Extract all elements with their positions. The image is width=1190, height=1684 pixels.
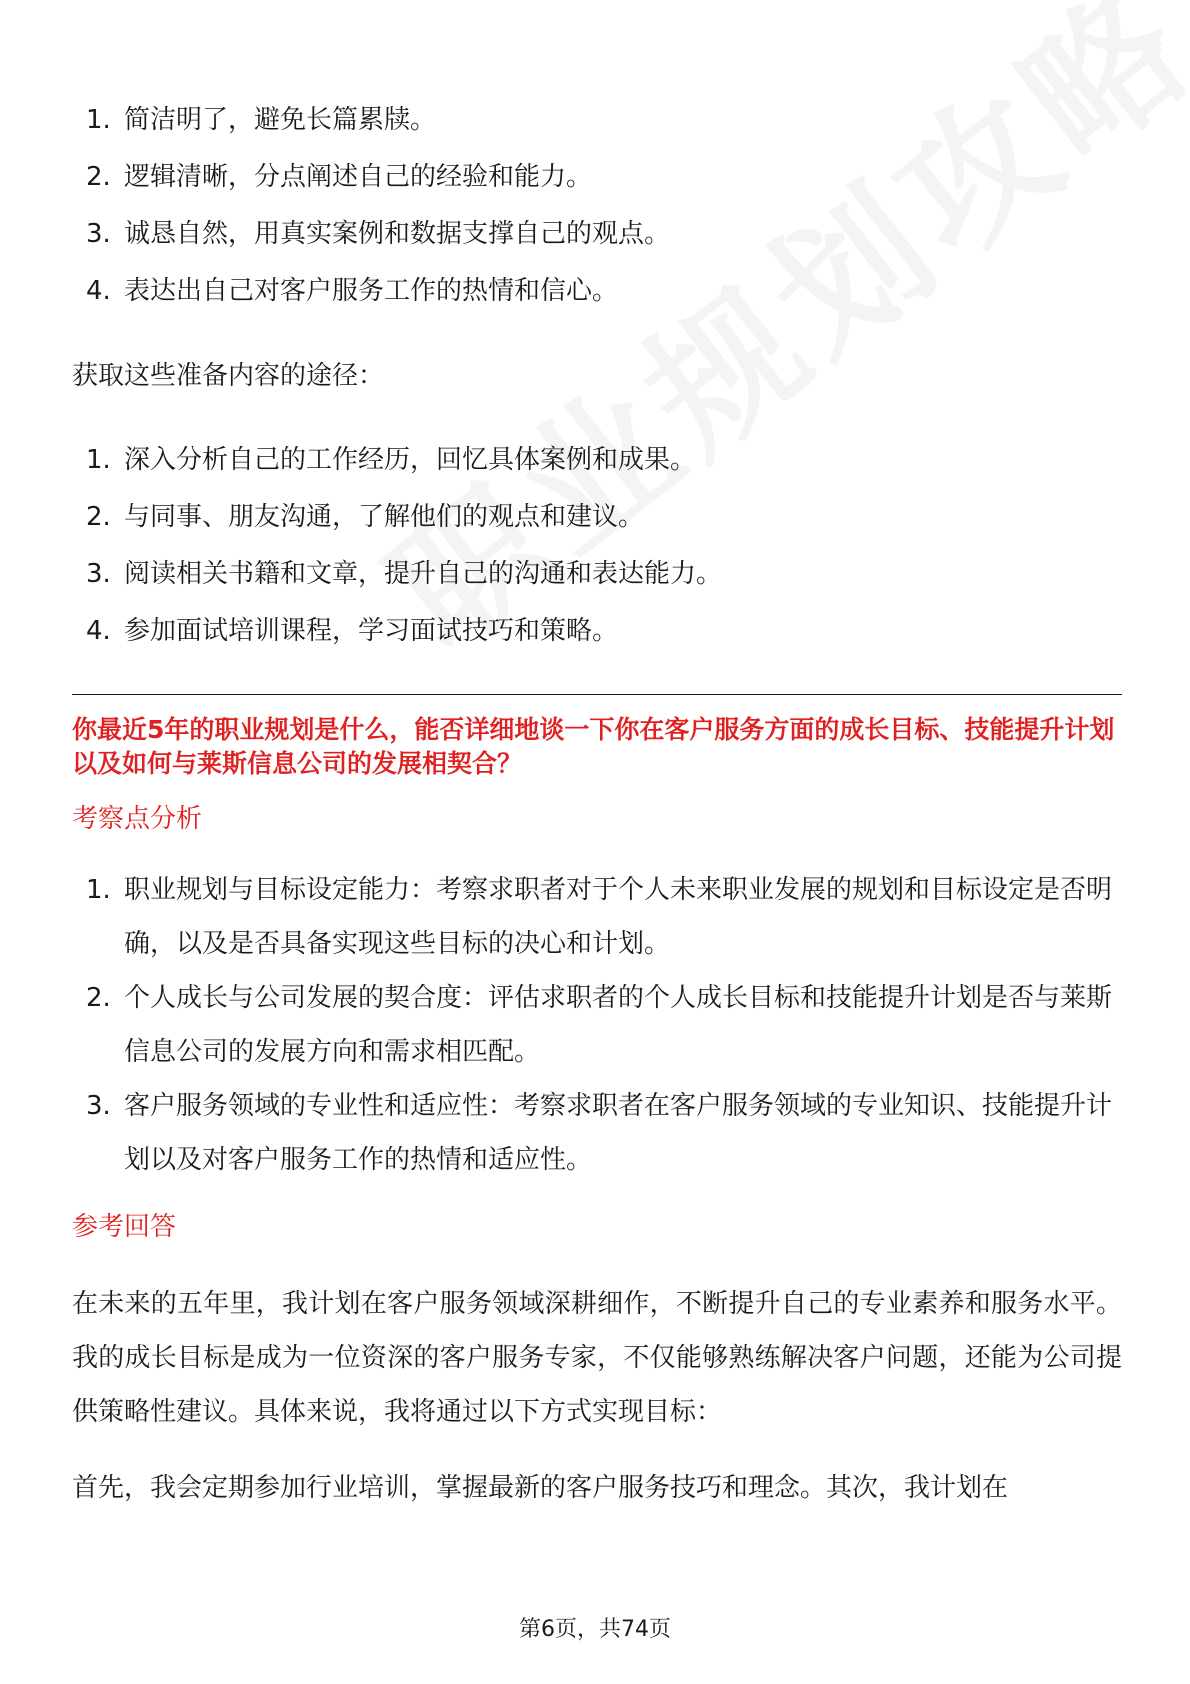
list-item-text: 职业规划与目标设定能力：考察求职者对于个人未来职业发展的规划和目标设定是否明确，以及是否具备实现这些目标的决心和计划。 — [124, 875, 1113, 959]
list-item — [72, 971, 1122, 1079]
list-item-text: 简洁明了，避免长篇累牍。 — [124, 105, 437, 135]
list-item-text: 诚恳自然，用真实案例和数据支撑自己的观点。 — [124, 219, 671, 249]
list-item — [72, 1079, 1122, 1187]
list-item-text: 逻辑清晰，分点阐述自己的经验和能力。 — [124, 162, 593, 192]
preparation-sources-list — [72, 432, 1122, 660]
list-item — [72, 863, 1122, 971]
section-label: 获取这些准备内容的途径： — [72, 361, 385, 391]
section-divider — [72, 694, 1122, 695]
list-number: 3. — [86, 219, 111, 249]
list-number: 1. — [86, 105, 111, 135]
list-item — [72, 432, 1122, 489]
list-number: 3. — [86, 1091, 111, 1121]
list-item-text: 客户服务领域的专业性和适应性：考察求职者在客户服务领域的专业知识、技能提升计划以及对客户服务工作的热情和适应性。 — [124, 1091, 1113, 1175]
list-number: 2. — [86, 162, 111, 192]
analysis-heading: 考察点分析 — [72, 804, 203, 834]
page-content — [72, 92, 1122, 1515]
list-item — [72, 263, 1122, 320]
analysis-list — [72, 863, 1122, 1187]
writing-tips-list — [72, 92, 1122, 320]
list-number: 2. — [86, 983, 111, 1013]
list-item — [72, 546, 1122, 603]
list-number: 1. — [86, 875, 111, 905]
interview-question: 你最近5年的职业规划是什么，能否详细地谈一下你在客户服务方面的成长目标、技能提升计划以及如何与莱斯信息公司的发展相契合？ — [72, 715, 1115, 778]
answer-paragraph: 在未来的五年里，我计划在客户服务领域深耕细作，不断提升自己的专业素养和服务水平。我的成长目标是成为一位资深的客户服务专家，不仅能够熟练解决客户问题，还能为公司提供策略性建议。具体来说，我将通过以下方式实现目标： — [72, 1289, 1122, 1427]
list-item-text: 深入分析自己的工作经历，回忆具体案例和成果。 — [124, 445, 697, 475]
list-number: 4. — [86, 616, 111, 646]
answer-heading: 参考回答 — [72, 1212, 177, 1242]
list-item — [72, 603, 1122, 660]
list-item-text: 个人成长与公司发展的契合度：评估求职者的个人成长目标和技能提升计划是否与莱斯信息公司的发展方向和需求相匹配。 — [124, 983, 1113, 1067]
list-item — [72, 206, 1122, 263]
list-item-text: 阅读相关书籍和文章，提升自己的沟通和表达能力。 — [124, 559, 723, 589]
list-number: 4. — [86, 276, 111, 306]
list-item-text: 与同事、朋友沟通，了解他们的观点和建议。 — [124, 502, 645, 532]
list-number: 2. — [86, 502, 111, 532]
list-number: 3. — [86, 559, 111, 589]
list-item — [72, 92, 1122, 149]
list-item — [72, 149, 1122, 206]
list-number: 1. — [86, 445, 111, 475]
answer-paragraph: 首先，我会定期参加行业培训，掌握最新的客户服务技巧和理念。其次，我计划在 — [72, 1473, 1009, 1503]
page-footer: 第6页，共74页 — [519, 1617, 671, 1642]
list-item-text: 参加面试培训课程，学习面试技巧和策略。 — [124, 616, 619, 646]
list-item — [72, 489, 1122, 546]
list-item-text: 表达出自己对客户服务工作的热情和信心。 — [124, 276, 619, 306]
